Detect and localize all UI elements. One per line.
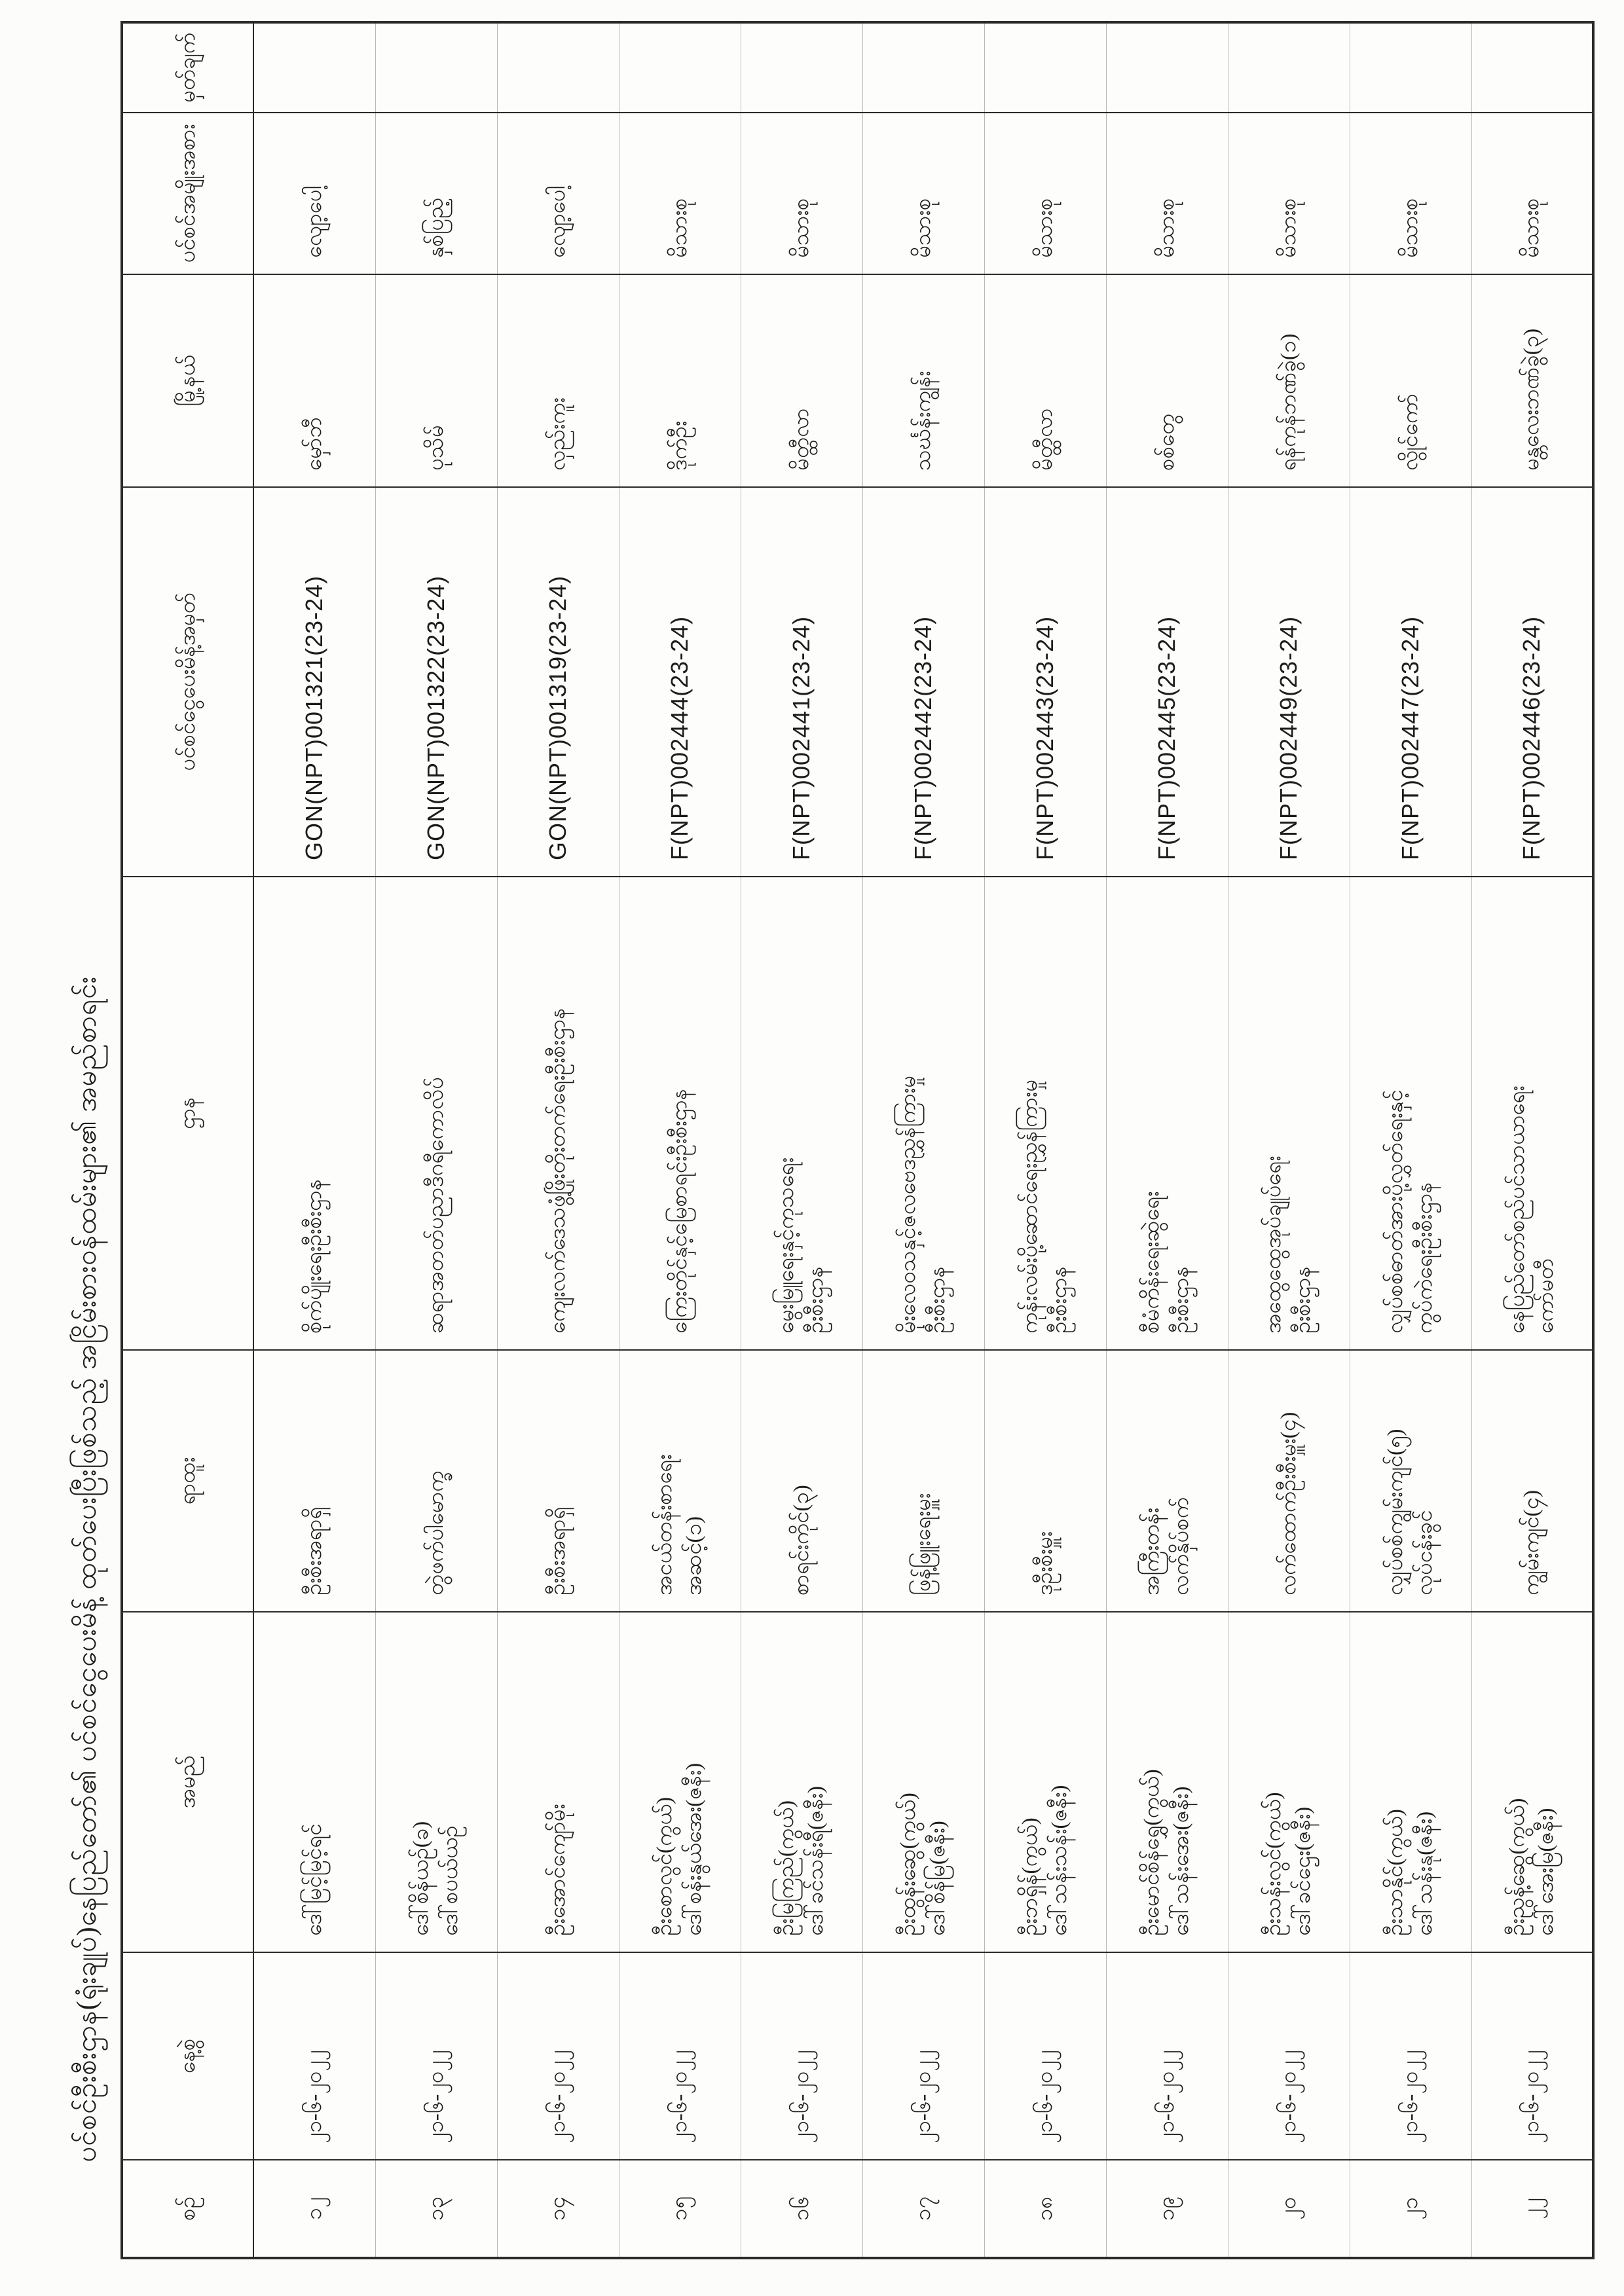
cell-serial: ၁၅ xyxy=(619,2160,741,2258)
cell-position xyxy=(497,1350,619,1612)
cell-township: စစ်တွေ xyxy=(1106,274,1228,487)
cell-serial: ၁၈ xyxy=(984,2160,1106,2258)
cell-position-line: တွဲဖက်ပါမောက္ခ xyxy=(424,1470,448,1595)
header-name: အမည် xyxy=(122,1612,253,1952)
table-row xyxy=(741,22,862,2258)
cell-township: လွိုင်ကော် xyxy=(1350,274,1471,487)
cell-township: ဒိုက်ဦး xyxy=(619,274,741,487)
cell-position-line: လက်ထောက်ဦးစီးမှူး(၄) xyxy=(1276,1412,1301,1595)
cell-name-line: ဦးညွန့်ဆွေ(ကွယ်) xyxy=(1505,1798,1529,1936)
cell-department xyxy=(984,877,1106,1350)
cell-department xyxy=(1228,877,1350,1350)
cell-name-line: ဒေါ်စပယ်ယဉ် xyxy=(439,1825,462,1936)
cell-name-line: ဒေါ်စိန်မြ(ဇနီး) xyxy=(926,1821,950,1936)
cell-date: ၂၁-၆-၂၀၂၂ xyxy=(1471,1952,1593,2160)
cell-name-line: ဦးဘရှိန်(ကွယ်) xyxy=(1018,1817,1043,1936)
cell-date: ၂၁-၆-၂၀၂၂ xyxy=(1228,1952,1350,2160)
cell-name xyxy=(862,1612,984,1952)
cell-position xyxy=(1228,1350,1350,1612)
cell-position-line: လုပ်ငန်းခွင် xyxy=(1413,1510,1437,1595)
cell-department-line: နေပြည်တော်စည်ပင်သာယာရေး xyxy=(1505,1085,1529,1334)
cell-serial: ၂၁ xyxy=(1350,2160,1471,2258)
cell-date: ၂၁-၆-၂၀၂၂ xyxy=(253,1952,375,2160)
cell-payment_order_no: F(NPT)002446(23-24) xyxy=(1471,487,1593,877)
cell-payment_order_no: F(NPT)002441(23-24) xyxy=(741,487,862,877)
cell-remark xyxy=(375,22,497,113)
cell-payment_order_no: GON(NPT)001322(23-24) xyxy=(375,487,497,877)
cell-position xyxy=(862,1350,984,1612)
cell-department xyxy=(253,877,375,1350)
cell-serial: ၁၂ xyxy=(253,2160,375,2258)
cell-department xyxy=(1350,877,1471,1350)
header-row xyxy=(122,22,253,2258)
cell-date: ၂၁-၆-၂၀၂၂ xyxy=(862,1952,984,2160)
cell-name xyxy=(1106,1612,1228,1952)
cell-name-line: ဒေါ်သန်းသန်း(ဇနီး) xyxy=(1048,1785,1071,1936)
cell-name-line: ဒေါ်သန်းနု(ဇနီး) xyxy=(1413,1811,1437,1936)
cell-department xyxy=(1106,877,1228,1350)
cell-remark xyxy=(619,22,741,113)
cell-name xyxy=(253,1612,375,1952)
cell-position-line: အဆင့်(၁) xyxy=(682,1516,706,1595)
cell-township: မိတ္ထီလာ xyxy=(984,274,1106,487)
cell-name xyxy=(984,1612,1106,1952)
cell-department-line: ဦးစီးဌာန xyxy=(1170,1266,1193,1334)
table-row xyxy=(1228,22,1350,2258)
cell-pension_type: မိသားစု xyxy=(1350,113,1471,274)
cell-name-line: ဦးအောင်ကျော်မိုး xyxy=(545,1804,570,1936)
cell-remark xyxy=(1106,22,1228,113)
cell-township: ရန်ကုန်ဘဏ်ခွဲ(၁) xyxy=(1228,274,1350,487)
cell-serial: ၁၇ xyxy=(862,2160,984,2258)
cell-serial: ၁၉ xyxy=(1106,2160,1228,2258)
cell-department-line: ကွပ်ကဲရေးဦးစီးဌာန xyxy=(1413,1182,1437,1334)
cell-name xyxy=(1471,1612,1593,1952)
cell-position-line: အကြီးတန်း xyxy=(1140,1507,1164,1595)
cell-pension_type: မိသားစု xyxy=(984,113,1106,274)
cell-remark xyxy=(1471,22,1593,113)
cell-remark xyxy=(984,22,1106,113)
cell-name-line: ဒေါ်အေးမြ(ဇနီး) xyxy=(1534,1808,1559,1936)
cell-position-line: လျှပ်စစ်ကျွမ်းကျင်(၅) xyxy=(1384,1429,1408,1595)
cell-remark xyxy=(253,22,375,113)
cell-position xyxy=(1106,1350,1228,1612)
rotated-document-sheet xyxy=(58,24,1624,2259)
cell-payment_order_no: F(NPT)002443(23-24) xyxy=(984,487,1106,877)
cell-pension_type: မိသားစု xyxy=(1228,113,1350,274)
cell-township: ပုသိမ် xyxy=(375,274,497,487)
cell-remark xyxy=(741,22,862,113)
cell-date: ၂၁-၆-၂၀၂၂ xyxy=(1350,1952,1471,2160)
cell-position xyxy=(253,1350,375,1612)
cell-position xyxy=(741,1350,862,1612)
cell-pension_type: နှစ်ပြည့် xyxy=(375,113,497,274)
cell-remark xyxy=(1350,22,1471,113)
cell-position-line: စာရင်းကိုင်(၃) xyxy=(789,1485,813,1595)
cell-name-line: ဦးမောင်စိန်ရွှေ(ကွယ်) xyxy=(1140,1769,1164,1936)
header-position: ရာထူး xyxy=(122,1350,253,1612)
cell-name-line: ဒေါ်မြင့်မြင့်ရင် xyxy=(302,1823,326,1936)
cell-department xyxy=(862,877,984,1350)
cell-serial: ၁၄ xyxy=(497,2160,619,2258)
cell-position xyxy=(375,1350,497,1612)
cell-position-line: ကျွမ်းကျင်(၄) xyxy=(1519,1489,1543,1595)
cell-department-line: ကုန်းလမ်းပို့ဆောင်ရေးညွှန်ကြားမှု xyxy=(1018,1079,1043,1334)
cell-department-line: စီမံကိန်းရေးဆွဲရေး xyxy=(1140,1191,1164,1334)
cell-pension_type: မိသားစု xyxy=(1471,113,1593,274)
cell-serial: ၂၂ xyxy=(1471,2160,1593,2258)
cell-position-line: ဖြန့်ဖြူးရေးမှူး xyxy=(911,1493,935,1595)
cell-position xyxy=(619,1350,741,1612)
cell-position xyxy=(1350,1350,1471,1612)
table-row xyxy=(862,22,984,2258)
table-row xyxy=(375,22,497,2258)
cell-department xyxy=(375,877,497,1350)
cell-pension_type: မိသားစု xyxy=(862,113,984,274)
cell-payment_order_no: F(NPT)002442(23-24) xyxy=(862,487,984,877)
cell-payment_order_no: F(NPT)002445(23-24) xyxy=(1106,487,1228,877)
cell-date: ၂၁-၆-၂၀၂၂ xyxy=(741,1952,862,2160)
cell-pension_type: မိသားစု xyxy=(741,113,862,274)
cell-payment_order_no: GON(NPT)001321(23-24) xyxy=(253,487,375,877)
cell-position-line: လက်နှိပ်စက် xyxy=(1170,1497,1193,1595)
cell-name-line: ဒေါ်စန်းနွယ်အေး(ဇနီး) xyxy=(682,1762,706,1936)
cell-position xyxy=(1471,1350,1593,1612)
cell-name xyxy=(1350,1612,1471,1952)
cell-position-line: ဦးစီးအရာရှိ xyxy=(545,1506,570,1595)
cell-department-line: ကြေးတိုင်နှင့်မြေစာရင်းဦးစီးဌာန xyxy=(667,1089,692,1334)
header-remark: မှတ်ချက် xyxy=(122,22,253,113)
cell-serial: ၁၆ xyxy=(741,2160,862,2258)
pension-table xyxy=(120,21,1595,2259)
cell-name-line: ဒေါ်သန်းအေး(ဇနီး) xyxy=(1170,1786,1193,1936)
cell-name-line: ဒေါ်ခင်သန်းရီ(ဇနီး) xyxy=(804,1786,828,1936)
cell-township: လှည်းကူး xyxy=(497,274,619,487)
cell-name xyxy=(619,1612,741,1952)
cell-department-line: ကျေးလက်ဒေသဖွံ့ဖြိုးတိုးတက်ရေးဦးစီးဌာန xyxy=(545,1008,570,1334)
cell-name-line: ဒေါ်ခင်ဌေး(ဇနီး) xyxy=(1291,1806,1315,1936)
cell-department-line: မွေးမြူရေးနှင့်ကုသရေး xyxy=(775,1157,799,1334)
cell-date: ၂၁-၆-၂၀၂၂ xyxy=(375,1952,497,2160)
cell-name xyxy=(497,1612,619,1952)
cell-township: မန္တလေးဘဏ်ခွဲ(၃) xyxy=(1471,274,1593,487)
cell-remark xyxy=(497,22,619,113)
cell-payment_order_no: F(NPT)002444(23-24) xyxy=(619,487,741,877)
cell-position xyxy=(984,1350,1106,1612)
table-row xyxy=(253,22,375,2258)
header-serial: စဉ် xyxy=(122,2160,253,2258)
cell-date: ၂၁-၆-၂၀၂၂ xyxy=(984,1952,1106,2160)
cell-name xyxy=(741,1612,862,1952)
cell-serial: ၂၀ xyxy=(1228,2160,1350,2258)
cell-name xyxy=(1228,1612,1350,1952)
table-row xyxy=(1471,22,1593,2258)
cell-township: သင်္ဃန်းကျွန်း xyxy=(862,274,984,487)
header-department: ဌာန xyxy=(122,877,253,1350)
cell-pension_type: လျော့ပေါ့ xyxy=(253,113,375,274)
cell-department-line: ဦးစီးဌာန xyxy=(804,1266,828,1334)
cell-name-line: ဦးသန်းလွင်(ကွယ်) xyxy=(1262,1792,1286,1936)
cell-department-line: အထွေထွေအုပ်ချုပ်ရေး xyxy=(1262,1156,1286,1334)
cell-department-line: ဦးစီးဌာန xyxy=(1291,1266,1315,1334)
cell-position-line: အငယ်တန်းစာရေး xyxy=(653,1454,677,1595)
cell-department xyxy=(619,877,741,1350)
cell-department-line: ဆရာအတတ်ပညာဒီဂရီကောလိပ် xyxy=(424,1077,448,1334)
document-title: ပင်စင်ဦးစီးဌာန(ရုံးချုပ်)နေပြည်တော်၏ ပင်စင်ငွေပေးမိန့် ထုတ်ပေးပြီးဖြစ်သည့် အငြိမ်းစားဝန်ထမ်းများ၏ အမည်စာရင်း xyxy=(72,976,102,2162)
header-pension_type: ပင်စင်အမျိုးအစား xyxy=(122,113,253,274)
cell-pension_type: မိသားစု xyxy=(1106,113,1228,274)
cell-department-line: မိုးလေဝသနှင့်ဇလဗေဒညွှန်ကြားမှု xyxy=(896,1075,921,1334)
cell-payment_order_no: F(NPT)002447(23-24) xyxy=(1350,487,1471,877)
cell-date: ၂၁-၆-၂၀၂၂ xyxy=(619,1952,741,2160)
table-row xyxy=(984,22,1106,2258)
cell-township: မှော်ဘီ xyxy=(253,274,375,487)
cell-department xyxy=(1471,877,1593,1350)
cell-township: မိတ္ထီလာ xyxy=(741,274,862,487)
cell-name-line: ဦးမြကြည်(ကွယ်) xyxy=(775,1800,799,1936)
header-township: မြို့နယ် xyxy=(122,274,253,487)
cell-name-line: ဦးစောလွင်(ကွယ်) xyxy=(653,1796,677,1936)
cell-department-line: လျှပ်စစ်ဓာတ်အားပို့လွှတ်ရေးနှင့် xyxy=(1384,1089,1408,1334)
cell-department xyxy=(741,877,862,1350)
cell-payment_order_no: F(NPT)002449(23-24) xyxy=(1228,487,1350,877)
cell-date: ၂၁-၆-၂၀၂၂ xyxy=(1106,1952,1228,2160)
cell-department-line: စိုက်ပျိုးရေးဦးစီးဌာန xyxy=(302,1179,326,1334)
cell-serial: ၁၃ xyxy=(375,2160,497,2258)
header-date: နေ့စွဲ xyxy=(122,1952,253,2160)
cell-date: ၂၁-၆-၂၀၂၂ xyxy=(497,1952,619,2160)
header-payment_order_no: ပင်စင်ငွေပေးမိန့်အမှတ် xyxy=(122,487,253,877)
cell-remark xyxy=(862,22,984,113)
cell-department-line: ကော်မတီ xyxy=(1534,1258,1559,1334)
cell-department-line: ဦးစီးဌာန xyxy=(926,1266,950,1334)
cell-position-line: ဒုဦးစီးမှူး xyxy=(1033,1531,1057,1595)
cell-name-line: ဦးထွန်းဆွေ(ကွယ်) xyxy=(896,1793,921,1936)
cell-pension_type: လျော့ပေါ့ xyxy=(497,113,619,274)
cell-payment_order_no: GON(NPT)001319(23-24) xyxy=(497,487,619,877)
cell-name xyxy=(375,1612,497,1952)
cell-name-line: ဒေါ်စိန်ယဉ်(ခ) xyxy=(409,1821,434,1936)
table-row xyxy=(497,22,619,2258)
cell-remark xyxy=(1228,22,1350,113)
cell-department xyxy=(497,877,619,1350)
cell-pension_type: မိသားစု xyxy=(619,113,741,274)
cell-position-line: ဦးစီးအရာရှိ xyxy=(302,1506,326,1595)
table-row xyxy=(1106,22,1228,2258)
cell-name-line: ဦးသာနိုင်(ကွယ်) xyxy=(1384,1809,1408,1936)
cell-department-line: ဦးစီးဌာန xyxy=(1048,1266,1071,1334)
table-row xyxy=(1350,22,1471,2258)
table-row xyxy=(619,22,741,2258)
